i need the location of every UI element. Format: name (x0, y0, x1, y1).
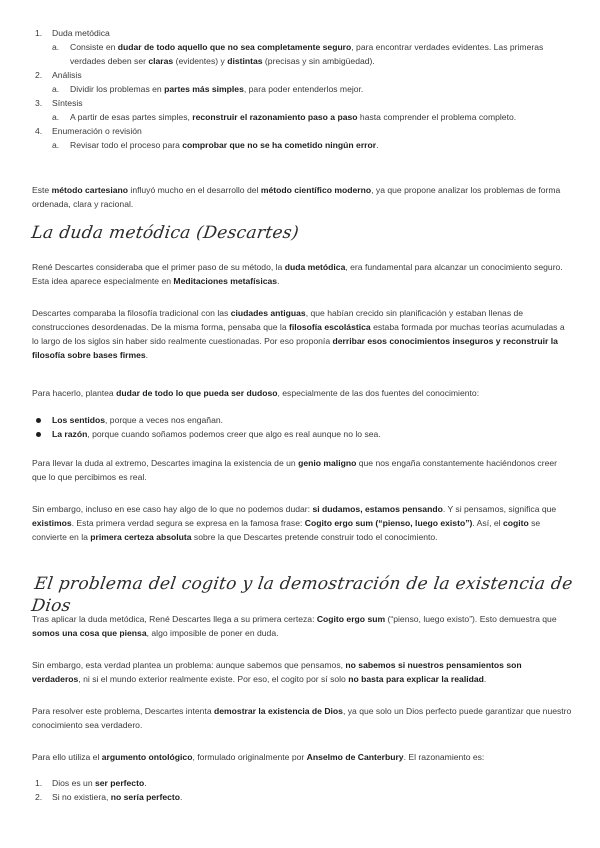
bold-phrase: método cartesiano (51, 185, 129, 195)
text-run: hasta comprender el problema completo. (357, 112, 517, 122)
text-run: estaba formada por muchas teorías acumuladas a lo largo de los siglos sin haber sido realmente cuestionadas. Por eso proponía (32, 322, 565, 346)
text-run: , ya que propone analizar los problemas de forma ordenada, clara y racional. (32, 185, 561, 209)
paragraph-filosofia-tradicional (32, 306, 572, 362)
paragraph-cogito (32, 502, 572, 544)
step-number: 1. (35, 778, 43, 788)
list-item-text (52, 778, 147, 788)
step-number: 4. (35, 126, 43, 136)
bold-phrase: Cogito ergo sum (“pienso, luego existo”) (304, 518, 473, 528)
bold-phrase: partes más simples (164, 84, 244, 94)
method-steps-list (32, 26, 577, 152)
text-run: . (144, 778, 147, 788)
bold-phrase: Los sentidos (52, 415, 106, 425)
text-run: , porque a veces nos engañan. (105, 415, 224, 425)
list-item-text (52, 415, 223, 425)
step-title: Enumeración o revisión (52, 126, 142, 136)
paragraph-rene-descartes (32, 260, 572, 288)
text-run: Tras aplicar la duda metódica, René Descartes llega a su primera certeza: (32, 614, 317, 624)
step-title: Síntesis (52, 98, 83, 108)
list-item-text (52, 429, 381, 439)
step-detail-text (70, 140, 379, 150)
text-run: , especialmente de las dos fuentes del conocimiento: (277, 388, 480, 398)
bold-phrase: reconstruir el razonamiento paso a paso (192, 112, 358, 122)
list-item (32, 790, 572, 804)
bold-phrase: argumento ontológico (101, 752, 193, 762)
text-run: influyó mucho en el desarrollo del (128, 185, 261, 195)
paragraph-tras-aplicar (32, 612, 572, 640)
paragraph-problema (32, 658, 572, 686)
paragraph-resolver (32, 704, 572, 732)
text-run: . (483, 674, 487, 684)
text-run: . Así, el (472, 518, 503, 528)
text-run: Para llevar la duda al extremo, Descartes imagina la existencia de un (32, 458, 299, 468)
text-run: . (180, 792, 183, 802)
text-run: René Descartes consideraba que el primer paso de su método, la (32, 262, 285, 272)
step-number: 3. (35, 98, 43, 108)
list-item-text (52, 792, 182, 802)
bold-phrase: distintas (227, 56, 263, 66)
paragraph-argumento-ontologico (32, 750, 572, 764)
bold-phrase: duda metódica (284, 262, 346, 272)
bold-phrase: método científico moderno (260, 185, 372, 195)
bold-phrase: genio maligno (298, 458, 357, 468)
bold-phrase: Meditaciones metafísicas (173, 276, 278, 286)
text-run: (precisas y sin ambigüedad). (262, 56, 375, 66)
step-title: Duda metódica (52, 28, 110, 38)
text-run: se convierte en la (32, 518, 541, 542)
text-run: . (376, 140, 379, 150)
bold-phrase: derribar esos conocimientos inseguros y reconstruir la filosofía sobre bases firmes (32, 336, 558, 360)
step-detail-text (70, 42, 543, 66)
text-run: . El razonamiento es: (403, 752, 485, 762)
step-detail-letter: a. (52, 84, 60, 94)
text-run: (“pienso, luego existo”). Esto demuestra que (385, 614, 557, 624)
text-run: Para resolver este problema, Descartes intenta (32, 706, 214, 716)
step-detail-letter: a. (52, 112, 60, 122)
step-number: 2. (35, 792, 43, 802)
step-detail (52, 110, 577, 124)
text-run: , ni si el mundo exterior realmente existe. Por eso, el cogito por sí solo (78, 674, 349, 684)
bold-phrase: dudar de todo lo que pueda ser dudoso (116, 388, 278, 398)
bold-phrase: La razón (52, 429, 88, 439)
text-run: Dividir los problemas en (70, 84, 165, 94)
bold-phrase: primera certeza absoluta (90, 532, 192, 542)
bold-phrase: existimos (32, 518, 72, 528)
text-run: , ya que solo un Dios perfecto puede garantizar que nuestro conocimiento sea verdadero. (32, 706, 572, 730)
list-item (32, 776, 572, 790)
text-run: (evidentes) y (173, 56, 228, 66)
section-heading-problema-cogito: El problema del cogito y la demostración de la existencia de Dios (30, 574, 574, 616)
bold-phrase: dudar de todo aquello que no sea completamente seguro (117, 42, 352, 52)
text-run: Este (32, 185, 52, 195)
bold-phrase: demostrar la existencia de Dios (214, 706, 343, 716)
text-run: Para hacerlo, plantea (32, 388, 117, 398)
text-run: . (277, 276, 280, 286)
text-run: , formulado originalmente por (192, 752, 307, 762)
text-run: Consiste en (70, 42, 118, 52)
step-detail-letter: a. (52, 140, 60, 150)
text-run: . Y si pensamos, significa que (442, 504, 557, 514)
step-detail-text (70, 112, 516, 122)
bold-phrase: si dudamos, estamos pensando (312, 504, 443, 514)
bullet-icon (36, 432, 41, 437)
method-step (32, 124, 577, 152)
text-run: , para encontrar verdades evidentes. Las primeras verdades deben ser (70, 42, 544, 66)
step-detail-letter: a. (52, 42, 60, 52)
fuentes-conocimiento-list (32, 413, 572, 441)
bold-phrase: filosofía escolástica (289, 322, 371, 332)
bold-phrase: Anselmo de Canterbury (306, 752, 404, 762)
text-run: Descartes comparaba la filosofía tradicional con las (32, 308, 231, 318)
bold-phrase: Cogito ergo sum (316, 614, 386, 624)
bold-phrase: no sería perfecto (110, 792, 181, 802)
step-number: 1. (35, 28, 43, 38)
text-run: A partir de esas partes simples, (70, 112, 193, 122)
bold-phrase: cogito (502, 518, 529, 528)
step-detail (52, 40, 577, 68)
step-title: Análisis (52, 70, 82, 80)
step-detail (52, 138, 577, 152)
text-run: . (145, 350, 149, 360)
text-run: , para poder entenderlos mejor. (243, 84, 364, 94)
method-step (32, 96, 577, 124)
paragraph-genio-maligno (32, 456, 572, 484)
step-number: 2. (35, 70, 43, 80)
text-run: Si no existiera, (52, 792, 111, 802)
text-run: , porque cuando soñamos podemos creer que algo es real aunque no lo sea. (87, 429, 381, 439)
ontologico-steps-list (32, 776, 572, 804)
bold-phrase: no sabemos si nuestros pensamientos son verdaderos (32, 660, 522, 684)
step-detail (52, 82, 577, 96)
list-item (32, 427, 572, 441)
text-run: , era fundamental para alcanzar un conocimiento seguro. Esta idea aparece especialmente en (32, 262, 563, 286)
text-run: que nos engaña constantemente haciéndonos creer que lo que percibimos es real. (32, 458, 557, 482)
bold-phrase: comprobar que no se ha cometido ningún error (182, 140, 377, 150)
step-detail-text (70, 84, 363, 94)
bold-phrase: ciudades antiguas (230, 308, 306, 318)
bold-phrase: ser perfecto (95, 778, 145, 788)
bold-phrase: no basta para explicar la realidad (348, 674, 484, 684)
text-run: Dios es un (52, 778, 95, 788)
text-run: Para ello utiliza el (32, 752, 102, 762)
text-run: sobre la que Descartes pretende construir todo el conocimiento. (191, 532, 438, 542)
text-run: Sin embargo, incluso en ese caso hay algo de lo que no podemos dudar: (32, 504, 313, 514)
text-run: Sin embargo, esta verdad plantea un problema: aunque sabemos que pensamos, (32, 660, 346, 670)
paragraph-metodo-cartesiano (32, 183, 572, 211)
method-step (32, 68, 577, 96)
section-heading-duda-metodica: La duda metódica (Descartes) (30, 223, 301, 243)
text-run: , que habían crecido sin planificación y estaban llenas de construcciones desordenadas. De la misma forma, pensaba que la (32, 308, 524, 332)
list-item (32, 413, 572, 427)
paragraph-para-hacerlo (32, 386, 572, 400)
text-run: Revisar todo el proceso para (70, 140, 183, 150)
bold-phrase: claras (148, 56, 174, 66)
text-run: . Esta primera verdad segura se expresa en la famosa frase: (71, 518, 305, 528)
bold-phrase: somos una cosa que piensa (32, 628, 147, 638)
method-step (32, 26, 577, 68)
text-run: , algo imposible de poner en duda. (146, 628, 279, 638)
bullet-icon (36, 418, 41, 423)
